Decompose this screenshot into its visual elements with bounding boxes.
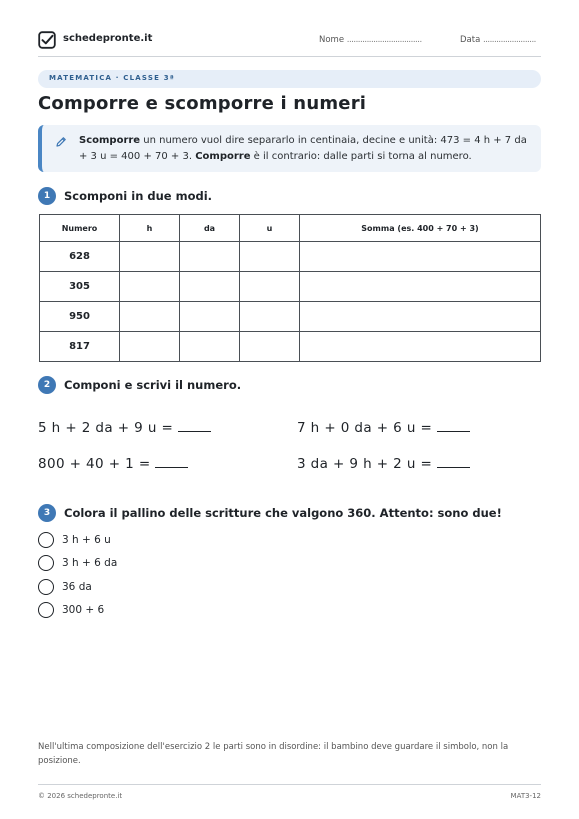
option-label: 300 + 6 [62, 604, 105, 616]
subject-badge-text: MATEMATICA · CLASSE 3ª [49, 74, 175, 82]
row-number: 305 [40, 272, 120, 302]
info-term-comporre: Comporre [195, 151, 251, 162]
answer-cell-u[interactable] [240, 332, 300, 362]
answer-cell-u[interactable] [240, 272, 300, 302]
table-row [40, 242, 541, 272]
answer-blank[interactable] [437, 456, 470, 468]
answer-cell-h[interactable] [120, 272, 180, 302]
compose-expression: 800 + 40 + 1 = [38, 456, 151, 472]
exercise-3-number: 3 [38, 504, 56, 522]
answer-cell-somma[interactable] [300, 242, 541, 272]
compose-item-3 [38, 456, 188, 472]
answer-cell-h[interactable] [120, 332, 180, 362]
pencil-icon [55, 136, 67, 148]
option-label: 3 h + 6 da [62, 557, 118, 569]
answer-cell-somma[interactable] [300, 272, 541, 302]
option-circle[interactable] [38, 602, 54, 618]
name-field[interactable] [319, 35, 422, 45]
exercise-1-title: Scomponi in due modi. [64, 189, 213, 203]
page-title: Comporre e scomporre i numeri [38, 93, 367, 114]
decomposition-table [39, 214, 541, 362]
compose-expression: 3 da + 9 h + 2 u = [297, 456, 433, 472]
date-line: ........................ [483, 35, 536, 45]
option-circle[interactable] [38, 532, 54, 548]
answer-blank[interactable] [155, 456, 188, 468]
answer-cell-h[interactable] [120, 302, 180, 332]
site-name: schedepronte.it [63, 33, 153, 44]
exercise-1-number: 1 [38, 187, 56, 205]
answer-cell-da[interactable] [180, 302, 240, 332]
exercise-2-title: Componi e scrivi il numero. [64, 378, 242, 392]
column-header-da: da [180, 215, 240, 242]
option-circle[interactable] [38, 579, 54, 595]
answer-cell-u[interactable] [240, 242, 300, 272]
column-header-u: u [240, 215, 300, 242]
compose-expression: 7 h + 0 da + 6 u = [297, 420, 433, 436]
teacher-note: Nell'ultima composizione dell'esercizio 2 le parti sono in disordine: il bambino deve guardare il simbolo, non la posizione. [38, 742, 509, 766]
column-header-numero: Numero [40, 215, 120, 242]
compose-item-1 [38, 420, 211, 436]
answer-cell-da[interactable] [180, 272, 240, 302]
subject-badge [38, 70, 541, 88]
row-number: 950 [40, 302, 120, 332]
compose-expression: 5 h + 2 da + 9 u = [38, 420, 174, 436]
info-text [79, 133, 534, 165]
date-field[interactable] [460, 35, 536, 45]
page-header [38, 29, 541, 57]
name-line: .................................. [346, 35, 422, 45]
column-header-somma: Somma (es. 400 + 70 + 3) [300, 215, 541, 242]
option-label: 36 da [62, 581, 92, 593]
row-number: 817 [40, 332, 120, 362]
info-box [38, 125, 541, 172]
table-row [40, 272, 541, 302]
column-header-h: h [120, 215, 180, 242]
info-text-1: un numero vuol dire separarlo in centinaia, decine e unità: 473 = 4 h + 7 da + 3 u = 400 + 70 + 3. [79, 135, 527, 162]
answer-blank[interactable] [178, 420, 211, 432]
table-row [40, 332, 541, 362]
answer-blank[interactable] [437, 420, 470, 432]
page-footer [38, 784, 541, 804]
answer-cell-u[interactable] [240, 302, 300, 332]
date-label: Data [460, 35, 481, 45]
option-label: 3 h + 6 u [62, 534, 111, 546]
answer-cell-somma[interactable] [300, 302, 541, 332]
name-label: Nome [319, 35, 345, 45]
row-number: 628 [40, 242, 120, 272]
footer-code: MAT3-12 [510, 792, 541, 800]
footer-copyright: © 2026 schedepronte.it [38, 792, 123, 800]
exercise-3-title: Colora il pallino delle scritture che valgono 360. Attento: sono due! [64, 506, 502, 520]
answer-cell-h[interactable] [120, 242, 180, 272]
info-term-scomporre: Scomporre [79, 135, 141, 146]
table-header-row [40, 215, 541, 242]
compose-item-2 [297, 420, 470, 436]
compose-item-4 [297, 456, 470, 472]
answer-cell-da[interactable] [180, 332, 240, 362]
table-row [40, 302, 541, 332]
option-circle[interactable] [38, 555, 54, 571]
answer-cell-somma[interactable] [300, 332, 541, 362]
exercise-2-number: 2 [38, 376, 56, 394]
info-text-2: è il contrario: dalle parti si torna al numero. [250, 151, 472, 162]
checkbox-icon [38, 31, 56, 49]
answer-cell-da[interactable] [180, 242, 240, 272]
